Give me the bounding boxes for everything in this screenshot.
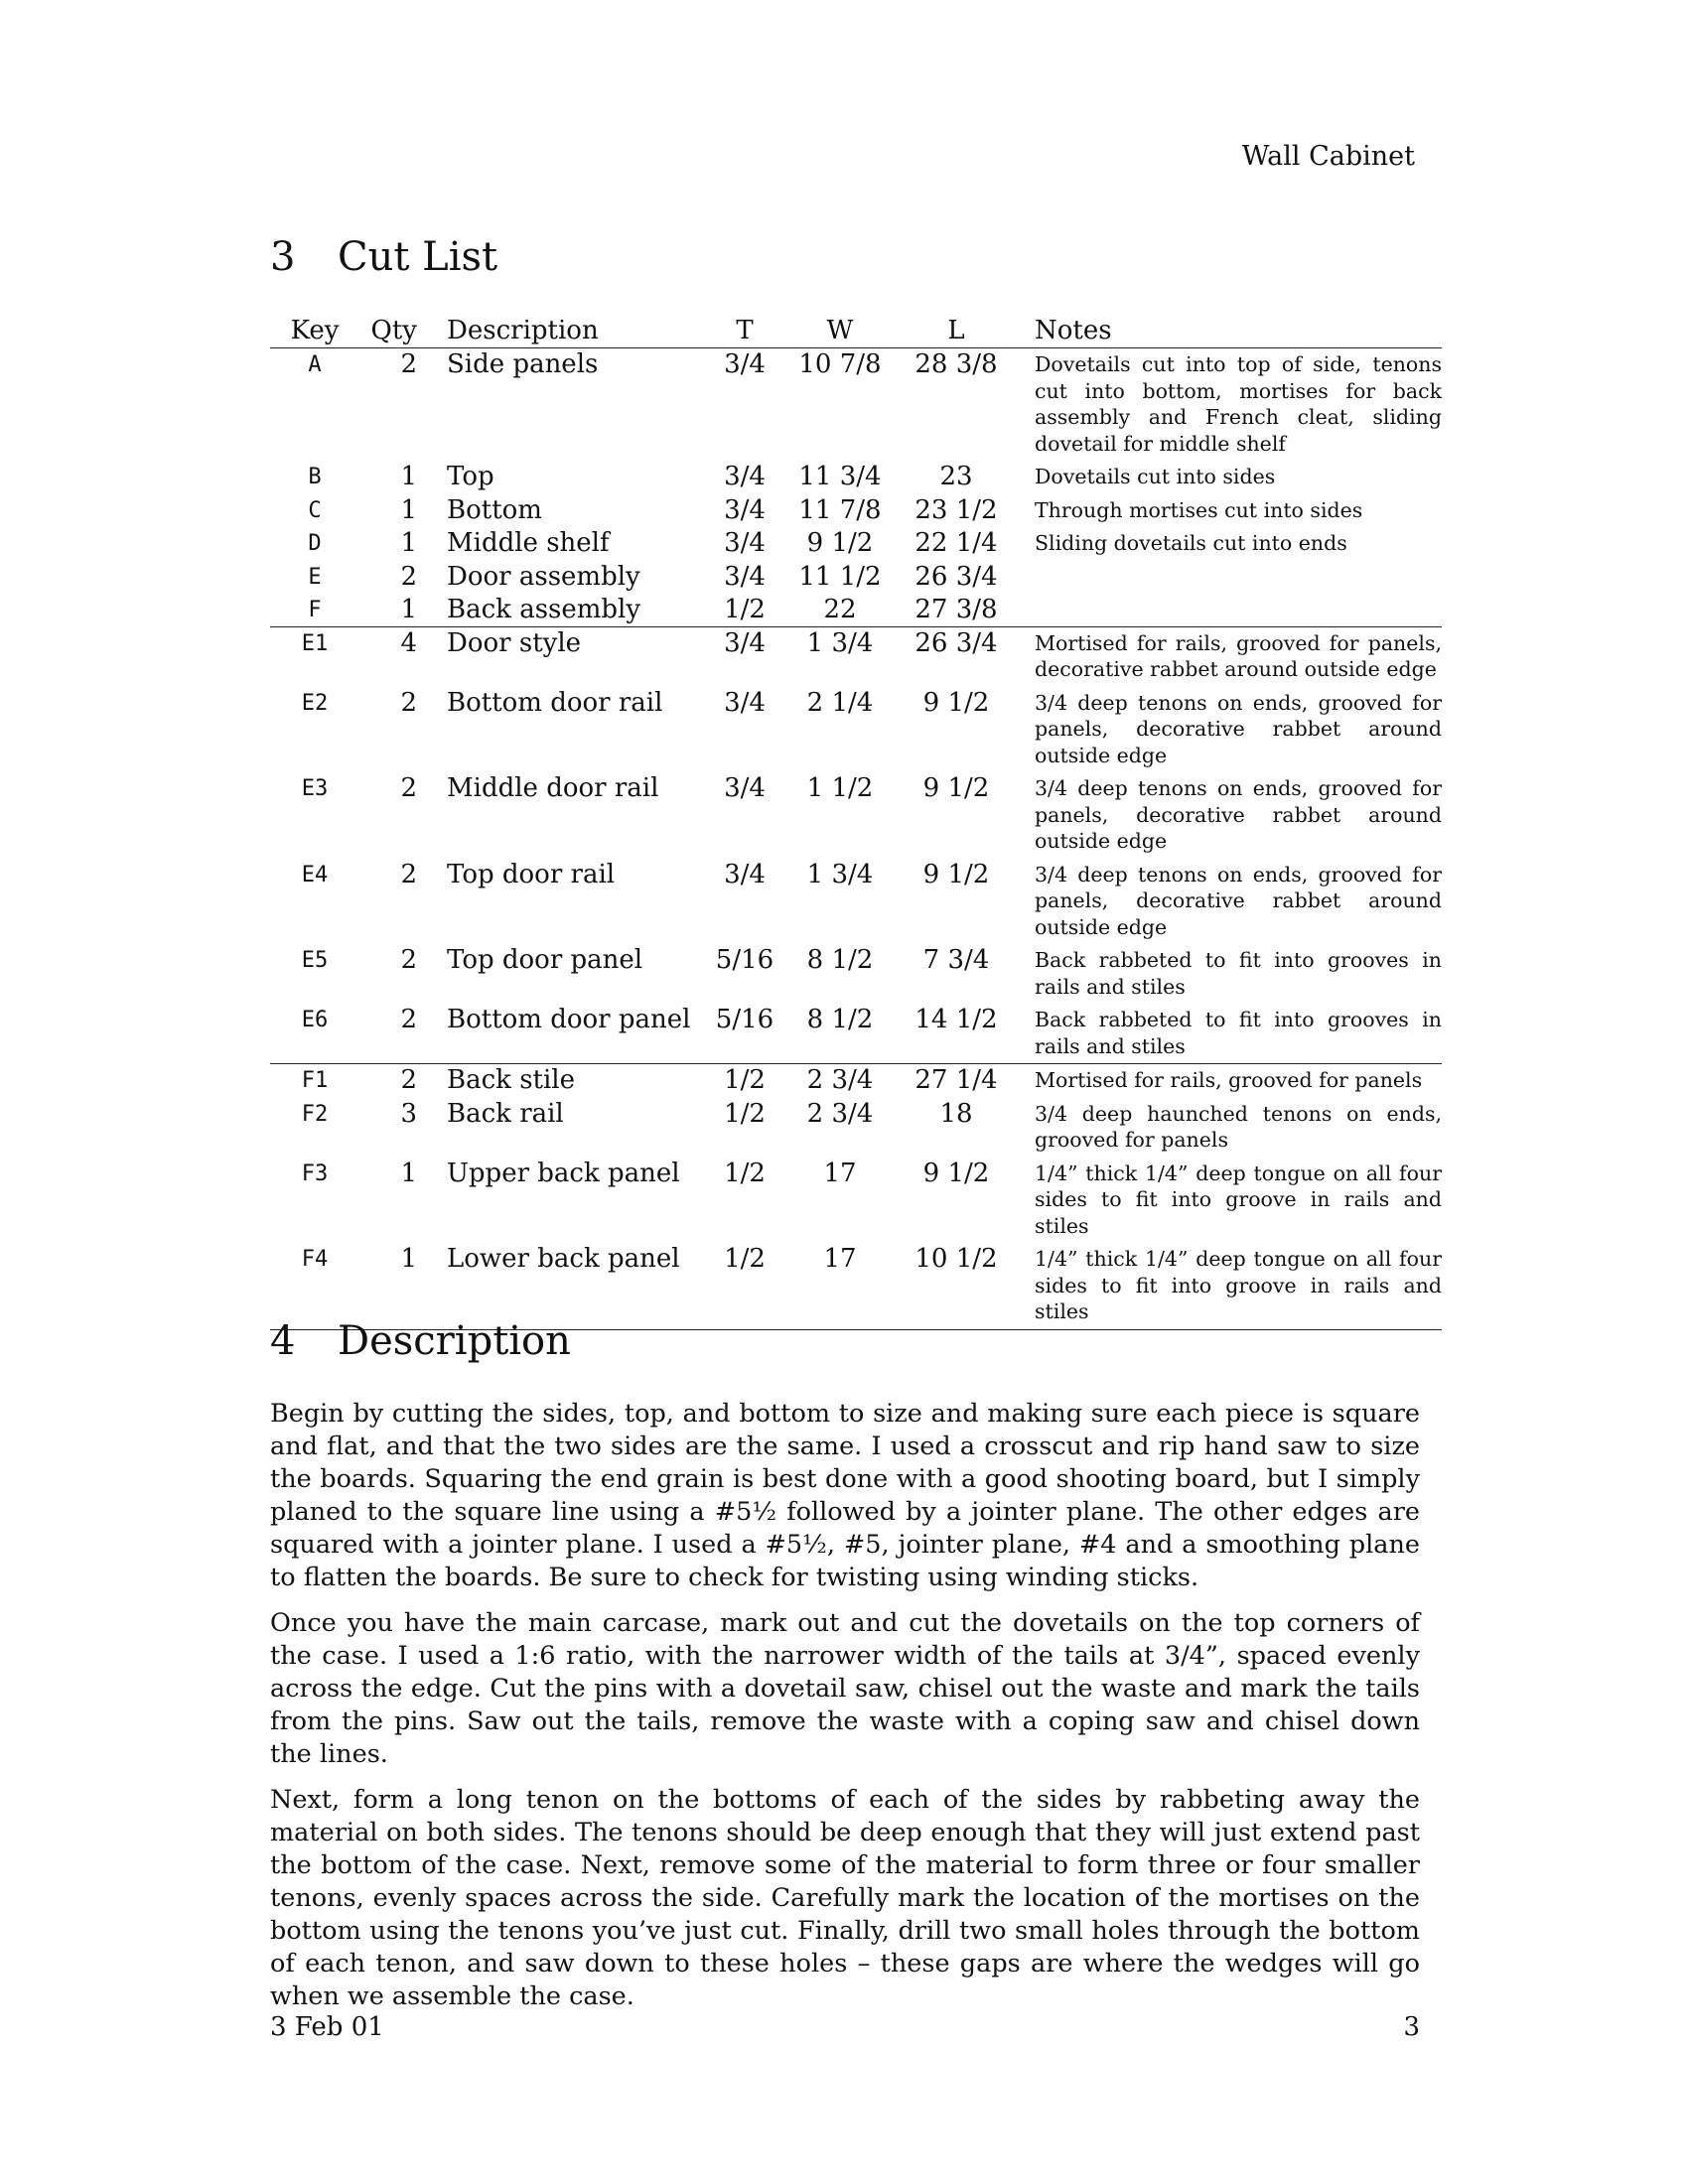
row-description: Back rail bbox=[447, 1098, 564, 1129]
row-thickness: 1/2 bbox=[724, 1098, 766, 1129]
cut-list-table bbox=[270, 310, 1442, 1330]
row-notes: Sliding dovetails cut into ends bbox=[1035, 531, 1347, 555]
row-qty: 2 bbox=[359, 1064, 429, 1098]
row-length: 9 1/2 bbox=[922, 687, 990, 718]
row-qty: 1 bbox=[400, 494, 417, 525]
row-description: Upper back panel bbox=[447, 1158, 680, 1188]
row-notes: Mortised for rails, grooved for panels, decorative rabbet around outside edge bbox=[1013, 626, 1442, 687]
row-key: E4 bbox=[301, 862, 329, 887]
row-notes: 1/4” thick 1/4” deep tongue on all four sides to fit into groove in rails and stiles bbox=[1035, 1160, 1442, 1238]
row-key: F2 bbox=[301, 1101, 329, 1127]
row-length: 7 3/4 bbox=[922, 945, 990, 975]
column-header-qty: Qty bbox=[359, 310, 429, 348]
row-length: 26 3/4 bbox=[900, 626, 1013, 687]
row-qty: 1 bbox=[400, 528, 417, 558]
section-heading-description bbox=[270, 1318, 571, 1364]
table-row bbox=[270, 626, 1442, 687]
row-description: Back assembly bbox=[447, 594, 641, 624]
row-width: 8 1/2 bbox=[806, 945, 874, 975]
row-description: Bottom door panel bbox=[447, 1005, 691, 1034]
row-thickness: 3/4 bbox=[709, 348, 780, 462]
row-qty: 2 bbox=[400, 687, 417, 718]
row-qty: 1 bbox=[359, 1243, 429, 1329]
row-qty: 1 bbox=[400, 1158, 417, 1188]
row-width: 1 3/4 bbox=[806, 859, 874, 889]
paragraph: Once you have the main carcase, mark out and cut the dovetails on the top corners of the case. I used a 1:6 ratio, with the narrower width of the tails at 3/4”, spaced evenly across the edge. Cut the pins with a dovetail saw, chisel out the waste and mark the tails from the pins. Saw out the tails, remove the waste with a coping saw and chisel down the lines. bbox=[270, 1608, 1420, 1769]
row-length: 23 1/2 bbox=[914, 494, 998, 525]
row-width: 22 bbox=[823, 594, 857, 624]
row-thickness: 1/2 bbox=[709, 1243, 780, 1329]
table-row bbox=[270, 859, 1442, 945]
row-description: Middle door rail bbox=[447, 773, 659, 803]
description-body bbox=[270, 1398, 1420, 2026]
table-row bbox=[270, 944, 1442, 1004]
row-qty: 2 bbox=[359, 348, 429, 462]
row-thickness: 3/4 bbox=[724, 687, 766, 718]
row-key: F4 bbox=[270, 1243, 359, 1329]
row-width: 10 7/8 bbox=[780, 348, 900, 462]
row-notes: 3/4 deep haunched tenons on ends, grooved for panels bbox=[1035, 1101, 1442, 1152]
row-width: 11 1/2 bbox=[798, 561, 882, 592]
section-number: 4 bbox=[270, 1318, 296, 1364]
row-key: E3 bbox=[301, 776, 329, 801]
section-number: 3 bbox=[270, 234, 296, 280]
row-length: 9 1/2 bbox=[922, 1158, 990, 1188]
paragraph: Begin by cutting the sides, top, and bottom to size and making sure each piece is square and flat, and that the two sides are the same. I used a crosscut and rip hand saw to size the boards. Squaring the end grain is best done with a good shooting board, but I simply planed to the square line using a #5½ followed by a jointer plane. The other edges are squared with a jointer plane. I used a #5½, #5, jointer plane, #4 and a smoothing plane to flatten the boards. Be sure to check for twisting using winding sticks. bbox=[270, 1399, 1420, 1592]
table-row bbox=[270, 1158, 1442, 1244]
row-qty: 2 bbox=[400, 1005, 417, 1034]
row-notes: Through mortises cut into sides bbox=[1035, 497, 1363, 522]
row-width: 11 3/4 bbox=[798, 462, 882, 491]
row-key: F1 bbox=[270, 1064, 359, 1098]
section-title: Cut List bbox=[338, 234, 498, 280]
row-key: E bbox=[308, 564, 322, 590]
row-key: F bbox=[308, 597, 322, 622]
row-thickness: 1/2 bbox=[709, 1064, 780, 1098]
row-description: Top door rail bbox=[447, 859, 616, 889]
section-title: Description bbox=[338, 1318, 571, 1364]
column-header-length: L bbox=[900, 310, 1013, 348]
row-width: 2 3/4 bbox=[806, 1098, 874, 1129]
row-description: Door style bbox=[429, 626, 709, 687]
row-notes bbox=[1013, 561, 1442, 594]
row-notes: Back rabbeted to fit into grooves in rails and stiles bbox=[1035, 948, 1442, 999]
row-notes: 1/4” thick 1/4” deep tongue on all four sides to fit into groove in rails and stiles bbox=[1013, 1243, 1442, 1329]
column-header-notes: Notes bbox=[1013, 310, 1442, 348]
row-notes: Dovetails cut into top of side, tenons cut into bottom, mortises for back assembly and French cleat, sliding dovetail for middle shelf bbox=[1013, 348, 1442, 462]
column-header-description: Description bbox=[429, 310, 709, 348]
row-qty: 2 bbox=[400, 561, 417, 592]
footer-date: 3 Feb 01 bbox=[270, 2012, 384, 2042]
paragraph: Next, form a long tenon on the bottoms of each of the sides by rabbeting away the material on both sides. The tenons should be deep enough that they will just extend past the bottom of the case. Next, remove some of the material to form three or four smaller tenons, evenly spaces across the side. Carefully mark the location of the mortises on the bottom using the tenons you’ve just cut. Finally, drill two small holes through the bottom of each tenon, and saw down to these holes – these gaps are where the wedges will go when we assemble the case. bbox=[270, 1785, 1420, 2011]
row-description: Top bbox=[447, 462, 494, 491]
page-number: 3 bbox=[1403, 2012, 1420, 2042]
row-thickness: 3/4 bbox=[724, 462, 766, 491]
table-row bbox=[270, 527, 1442, 561]
row-notes: 3/4 deep tenons on ends, grooved for panels, decorative rabbet around outside edge bbox=[1035, 690, 1442, 767]
row-description: Middle shelf bbox=[447, 528, 610, 558]
row-description: Door assembly bbox=[447, 561, 640, 592]
table-row bbox=[270, 1004, 1442, 1064]
column-header-width: W bbox=[780, 310, 900, 348]
row-thickness: 3/4 bbox=[709, 626, 780, 687]
row-key: B bbox=[308, 465, 322, 489]
row-key: E2 bbox=[301, 690, 329, 716]
row-thickness: 3/4 bbox=[724, 561, 766, 592]
row-width: 11 7/8 bbox=[798, 494, 882, 525]
row-key: E5 bbox=[301, 948, 329, 973]
table-row bbox=[270, 1098, 1442, 1158]
row-width: 17 bbox=[823, 1158, 857, 1188]
row-length: 10 1/2 bbox=[900, 1243, 1013, 1329]
row-key: A bbox=[270, 348, 359, 462]
row-width: 8 1/2 bbox=[806, 1005, 874, 1034]
row-width: 1 3/4 bbox=[780, 626, 900, 687]
table-header-row bbox=[270, 310, 1442, 348]
row-description: Back stile bbox=[429, 1064, 709, 1098]
row-length: 9 1/2 bbox=[922, 859, 990, 889]
table-row bbox=[270, 594, 1442, 627]
row-length: 27 1/4 bbox=[900, 1064, 1013, 1098]
row-qty: 1 bbox=[400, 462, 417, 491]
row-length: 28 3/8 bbox=[900, 348, 1013, 462]
row-notes: 3/4 deep tenons on ends, grooved for panels, decorative rabbet around outside edge bbox=[1035, 862, 1442, 939]
row-length: 23 bbox=[939, 462, 973, 491]
table-row bbox=[270, 1243, 1442, 1329]
row-description: Top door panel bbox=[447, 945, 643, 975]
row-qty: 2 bbox=[400, 945, 417, 975]
row-length: 26 3/4 bbox=[914, 561, 998, 592]
row-length: 18 bbox=[939, 1098, 973, 1129]
table-row bbox=[270, 772, 1442, 859]
row-notes: Mortised for rails, grooved for panels bbox=[1013, 1064, 1442, 1098]
row-length: 9 1/2 bbox=[922, 773, 990, 803]
row-description: Side panels bbox=[429, 348, 709, 462]
section-heading-cut-list bbox=[270, 234, 497, 280]
table-row bbox=[270, 687, 1442, 773]
row-thickness: 1/2 bbox=[724, 1158, 766, 1188]
row-key: E6 bbox=[301, 1008, 329, 1032]
row-key: F3 bbox=[301, 1160, 329, 1186]
column-header-thickness: T bbox=[709, 310, 780, 348]
row-notes: 3/4 deep tenons on ends, grooved for panels, decorative rabbet around outside edge bbox=[1035, 776, 1442, 853]
row-thickness: 3/4 bbox=[724, 859, 766, 889]
row-qty: 2 bbox=[400, 773, 417, 803]
row-notes: Dovetails cut into sides bbox=[1035, 465, 1276, 488]
row-qty: 1 bbox=[400, 594, 417, 624]
table-row bbox=[270, 494, 1442, 528]
row-key: D bbox=[308, 531, 322, 556]
row-thickness: 3/4 bbox=[724, 528, 766, 558]
running-header: Wall Cabinet bbox=[1241, 141, 1415, 172]
row-description: Bottom bbox=[447, 494, 542, 525]
row-description: Lower back panel bbox=[429, 1243, 709, 1329]
row-thickness: 3/4 bbox=[724, 773, 766, 803]
row-length: 14 1/2 bbox=[914, 1005, 998, 1034]
row-qty: 3 bbox=[400, 1098, 417, 1129]
row-length: 22 1/4 bbox=[914, 528, 998, 558]
row-width: 2 3/4 bbox=[780, 1064, 900, 1098]
table-row bbox=[270, 561, 1442, 594]
row-notes: Back rabbeted to fit into grooves in rails and stiles bbox=[1035, 1008, 1442, 1058]
row-description: Bottom door rail bbox=[447, 687, 663, 718]
row-thickness: 1/2 bbox=[724, 594, 766, 624]
column-header-key: Key bbox=[270, 310, 359, 348]
row-key: E1 bbox=[270, 626, 359, 687]
row-width: 17 bbox=[780, 1243, 900, 1329]
row-thickness: 5/16 bbox=[715, 945, 774, 975]
row-width: 1 1/2 bbox=[806, 773, 874, 803]
row-length: 27 3/8 bbox=[914, 594, 998, 624]
row-width: 9 1/2 bbox=[806, 528, 874, 558]
table-row bbox=[270, 461, 1442, 494]
row-notes bbox=[1013, 594, 1442, 627]
table-row bbox=[270, 1064, 1442, 1098]
row-thickness: 5/16 bbox=[715, 1005, 774, 1034]
table-row bbox=[270, 348, 1442, 462]
row-qty: 2 bbox=[400, 859, 417, 889]
row-thickness: 3/4 bbox=[724, 494, 766, 525]
row-key: C bbox=[308, 497, 322, 523]
row-width: 2 1/4 bbox=[806, 687, 874, 718]
row-qty: 4 bbox=[359, 626, 429, 687]
